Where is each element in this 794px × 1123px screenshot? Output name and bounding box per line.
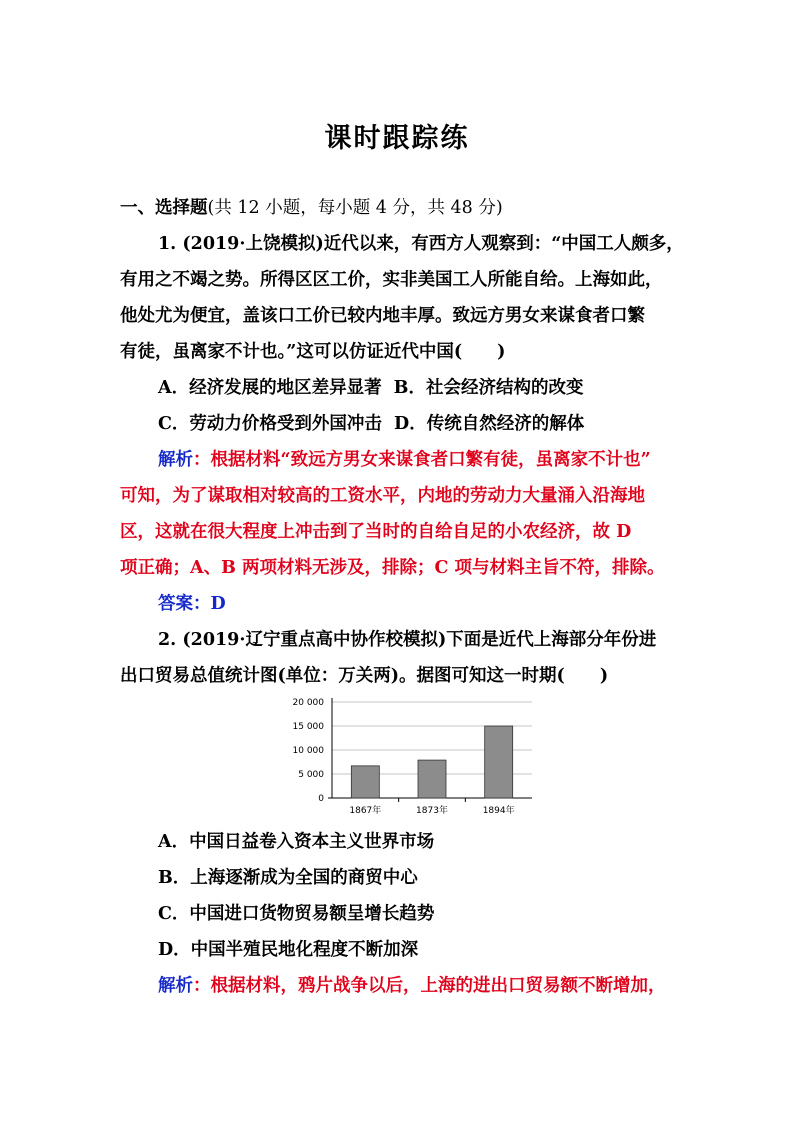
x-tick-label: 1894年 [482,806,515,816]
q2-option-d: D．中国半殖民地化程度不断加深 [158,940,419,960]
q2-line-1 [158,622,680,658]
q1-analysis-text-1: ：根据材料“致远方男女来谋食者口繁有徒，虽离家不计也” [193,450,651,470]
y-tick-label: 20 000 [292,698,324,708]
section-label: 一、选择题 [120,198,208,218]
bar [351,766,379,798]
q1-analysis-2: 可知，为了谋取相对较高的工资水平，内地的劳动力大量涌入沿海地 [120,486,645,506]
q1-options-row-2 [158,406,680,442]
q2-option-c: C．中国进口货物贸易额呈增长趋势 [158,904,435,924]
y-tick-label: 0 [318,794,324,804]
q2-option-b: B．上海逐渐成为全国的商贸中心 [158,868,418,888]
q1-analysis-1 [158,442,680,478]
q2-analysis-1 [158,968,680,1004]
y-tick-label: 15 000 [292,722,324,732]
bar [418,760,446,798]
y-tick-label: 5 000 [298,770,324,780]
q2-option-a: A．中国日益卷入资本主义世界市场 [158,832,435,852]
q1-answer: 答案：D [158,594,226,614]
y-tick-label: 10 000 [292,746,324,756]
page-title: 课时跟踪练 [324,123,470,154]
q1-source: (2019·上饶模拟) [182,234,324,254]
q1-option-d: D．传统自然经济的解体 [394,414,585,434]
q2-stem-2: 出口贸易总值统计图(单位：万关两)。据图可知这一时期( ) [120,666,609,686]
q1-analysis-4: 项正确；A、B 两项材料无涉及，排除；C 项与材料主旨不符，排除。 [120,558,665,578]
q1-option-a: A．经济发展的地区差异显著 [158,378,382,398]
q1-stem-1: 近代以来，有西方人观察到：“中国工人颇多， [323,234,684,254]
q1-option-b: B．社会经济结构的改变 [393,378,584,398]
q2-stem-1: 下面是近代上海部分年份进 [446,630,657,650]
bar [485,726,513,798]
q2-analysis-text-1: ：根据材料，鸦片战争以后，上海的进出口贸易额不断增加， [193,976,666,996]
x-tick-label: 1867年 [349,806,382,816]
q1-analysis-3: 区，这就在很大程度上冲击到了当时的自给自足的小农经济，故 D [120,522,632,542]
q2-number: 2. [158,630,177,650]
q1-stem-3: 他处尤为便宜，盖该口工价已较内地丰厚。致远方男女来谋食者口繁 [120,306,645,326]
q2-source: (2019·辽宁重点高中协作校模拟) [182,630,447,650]
section-note: (共 12 小题，每小题 4 分，共 48 分) [207,198,503,218]
section-heading [120,190,680,226]
q1-line-1 [158,226,684,262]
q1-analysis-label: 解析 [158,450,193,470]
q1-stem-4: 有徒，虽离家不计也。”这可以仿证近代中国( ) [120,342,506,362]
q1-stem-2: 有用之不竭之势。所得区区工价，实非美国工人所能自给。上海如此， [120,270,663,290]
q2-analysis-label: 解析 [158,976,193,996]
q1-options-row-1 [158,370,680,406]
q1-option-c: C．劳动力价格受到外国冲击 [158,414,382,434]
trade-bar-chart [286,692,536,826]
q1-number: 1. [158,234,177,254]
x-tick-label: 1873年 [416,806,448,816]
